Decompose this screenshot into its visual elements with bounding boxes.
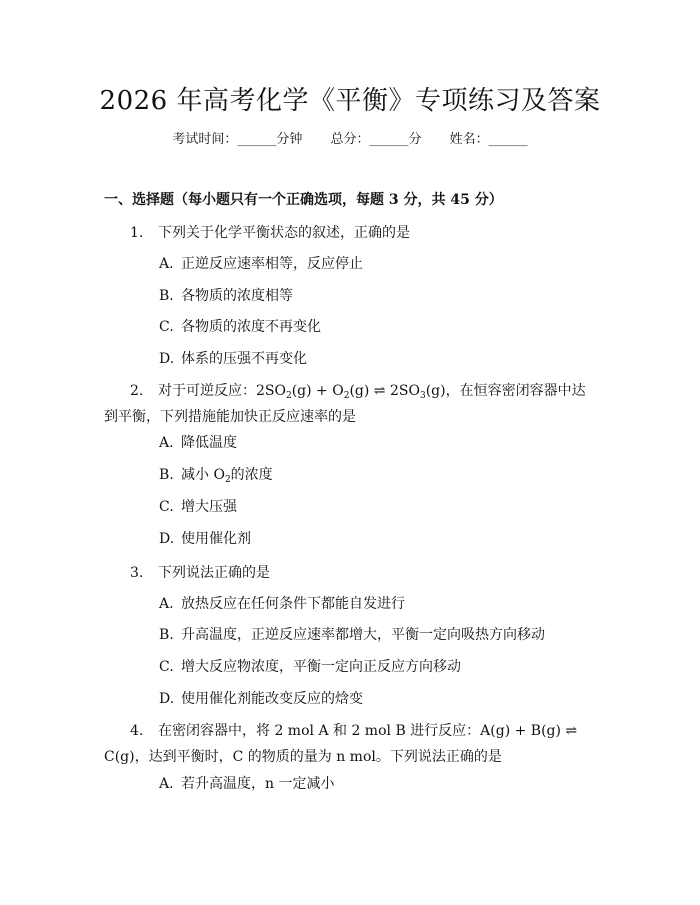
option-letter: B. — [159, 467, 174, 483]
option-text: 若升高温度，n 一定减小 — [181, 776, 335, 792]
option-text: 降低温度 — [181, 435, 237, 451]
option-letter: C. — [159, 319, 174, 335]
section-heading: 一、选择题（每小题只有一个正确选项，每题 3 分，共 45 分） — [104, 192, 503, 208]
question-text: 在密闭容器中，将 2 mol A 和 2 mol B 进行反应：A(g) + B(g) ⇌ C(g)，达到平衡时，C 的物质的量为 n mol。下列说法正确的是 — [104, 723, 578, 765]
option-letter: B. — [159, 627, 174, 643]
option-letter: A. — [159, 776, 174, 792]
total-score-field: 总分：______分 — [330, 132, 422, 147]
question-2-option-d — [159, 528, 251, 550]
question-text-part: (g) ⇌ 2SO — [349, 383, 420, 399]
question-number: 2. — [130, 383, 144, 399]
option-text-part: 减小 O — [181, 467, 225, 483]
question-number: 4. — [130, 723, 144, 739]
exam-time-field: 考试时间：______分钟 — [172, 132, 303, 147]
option-letter: D. — [159, 351, 175, 367]
option-text: 体系的压强不再变化 — [181, 351, 307, 367]
option-text: 增大反应物浓度，平衡一定向正反应方向移动 — [181, 659, 461, 675]
option-text: 各物质的浓度相等 — [181, 288, 293, 304]
question-2-option-b — [159, 464, 273, 486]
question-2 — [104, 378, 596, 430]
option-text: 升高温度，正逆反应速率都增大，平衡一定向吸热方向移动 — [181, 627, 545, 643]
question-1-option-c — [159, 316, 321, 338]
question-3-option-c — [159, 656, 461, 678]
question-text-part: (g)，在恒容密闭容器中达到平衡，下列措施能加快正反应速率的是 — [104, 383, 586, 425]
option-letter: B. — [159, 288, 174, 304]
question-number: 1. — [130, 225, 144, 241]
question-number: 3. — [130, 565, 144, 581]
option-letter: D. — [159, 691, 175, 707]
question-4 — [104, 718, 596, 770]
page-title: 2026 年高考化学《平衡》专项练习及答案 — [99, 86, 601, 116]
option-text: 正逆反应速率相等，反应停止 — [181, 256, 363, 272]
option-letter: A. — [159, 596, 174, 612]
option-letter: C. — [159, 659, 174, 675]
option-text: 增大压强 — [181, 499, 237, 515]
question-2-option-c — [159, 496, 237, 518]
subscript: 2 — [224, 475, 231, 485]
name-field: 姓名：______ — [449, 132, 528, 147]
option-text: 各物质的浓度不再变化 — [181, 319, 321, 335]
question-text: 下列说法正确的是 — [158, 565, 270, 581]
question-text: 下列关于化学平衡状态的叙述，正确的是 — [158, 225, 410, 241]
option-letter: A. — [159, 435, 174, 451]
subscript: 2 — [343, 391, 350, 401]
question-1-option-b — [159, 285, 293, 307]
question-1-option-a — [159, 253, 363, 275]
option-text: 使用催化剂 — [181, 531, 251, 547]
question-3-option-d — [159, 688, 363, 710]
option-letter: A. — [159, 256, 174, 272]
exam-meta — [0, 130, 700, 150]
question-1 — [104, 220, 596, 246]
question-text-part: (g) + O — [291, 383, 344, 399]
option-letter: D. — [159, 531, 175, 547]
option-text: 使用催化剂能改变反应的焓变 — [181, 691, 363, 707]
question-3-option-b — [159, 624, 545, 646]
question-text-part: 对于可逆反应：2SO — [158, 383, 286, 399]
subscript: 2 — [285, 391, 292, 401]
option-text: 放热反应在任何条件下都能自发进行 — [181, 596, 405, 612]
question-3-option-a — [159, 593, 405, 615]
option-text-part: 的浓度 — [230, 467, 273, 483]
question-3 — [104, 560, 596, 586]
option-letter: C. — [159, 499, 174, 515]
question-1-option-d — [159, 348, 307, 370]
question-4-option-a — [159, 773, 334, 795]
question-2-option-a — [159, 432, 237, 454]
subscript: 3 — [419, 391, 426, 401]
